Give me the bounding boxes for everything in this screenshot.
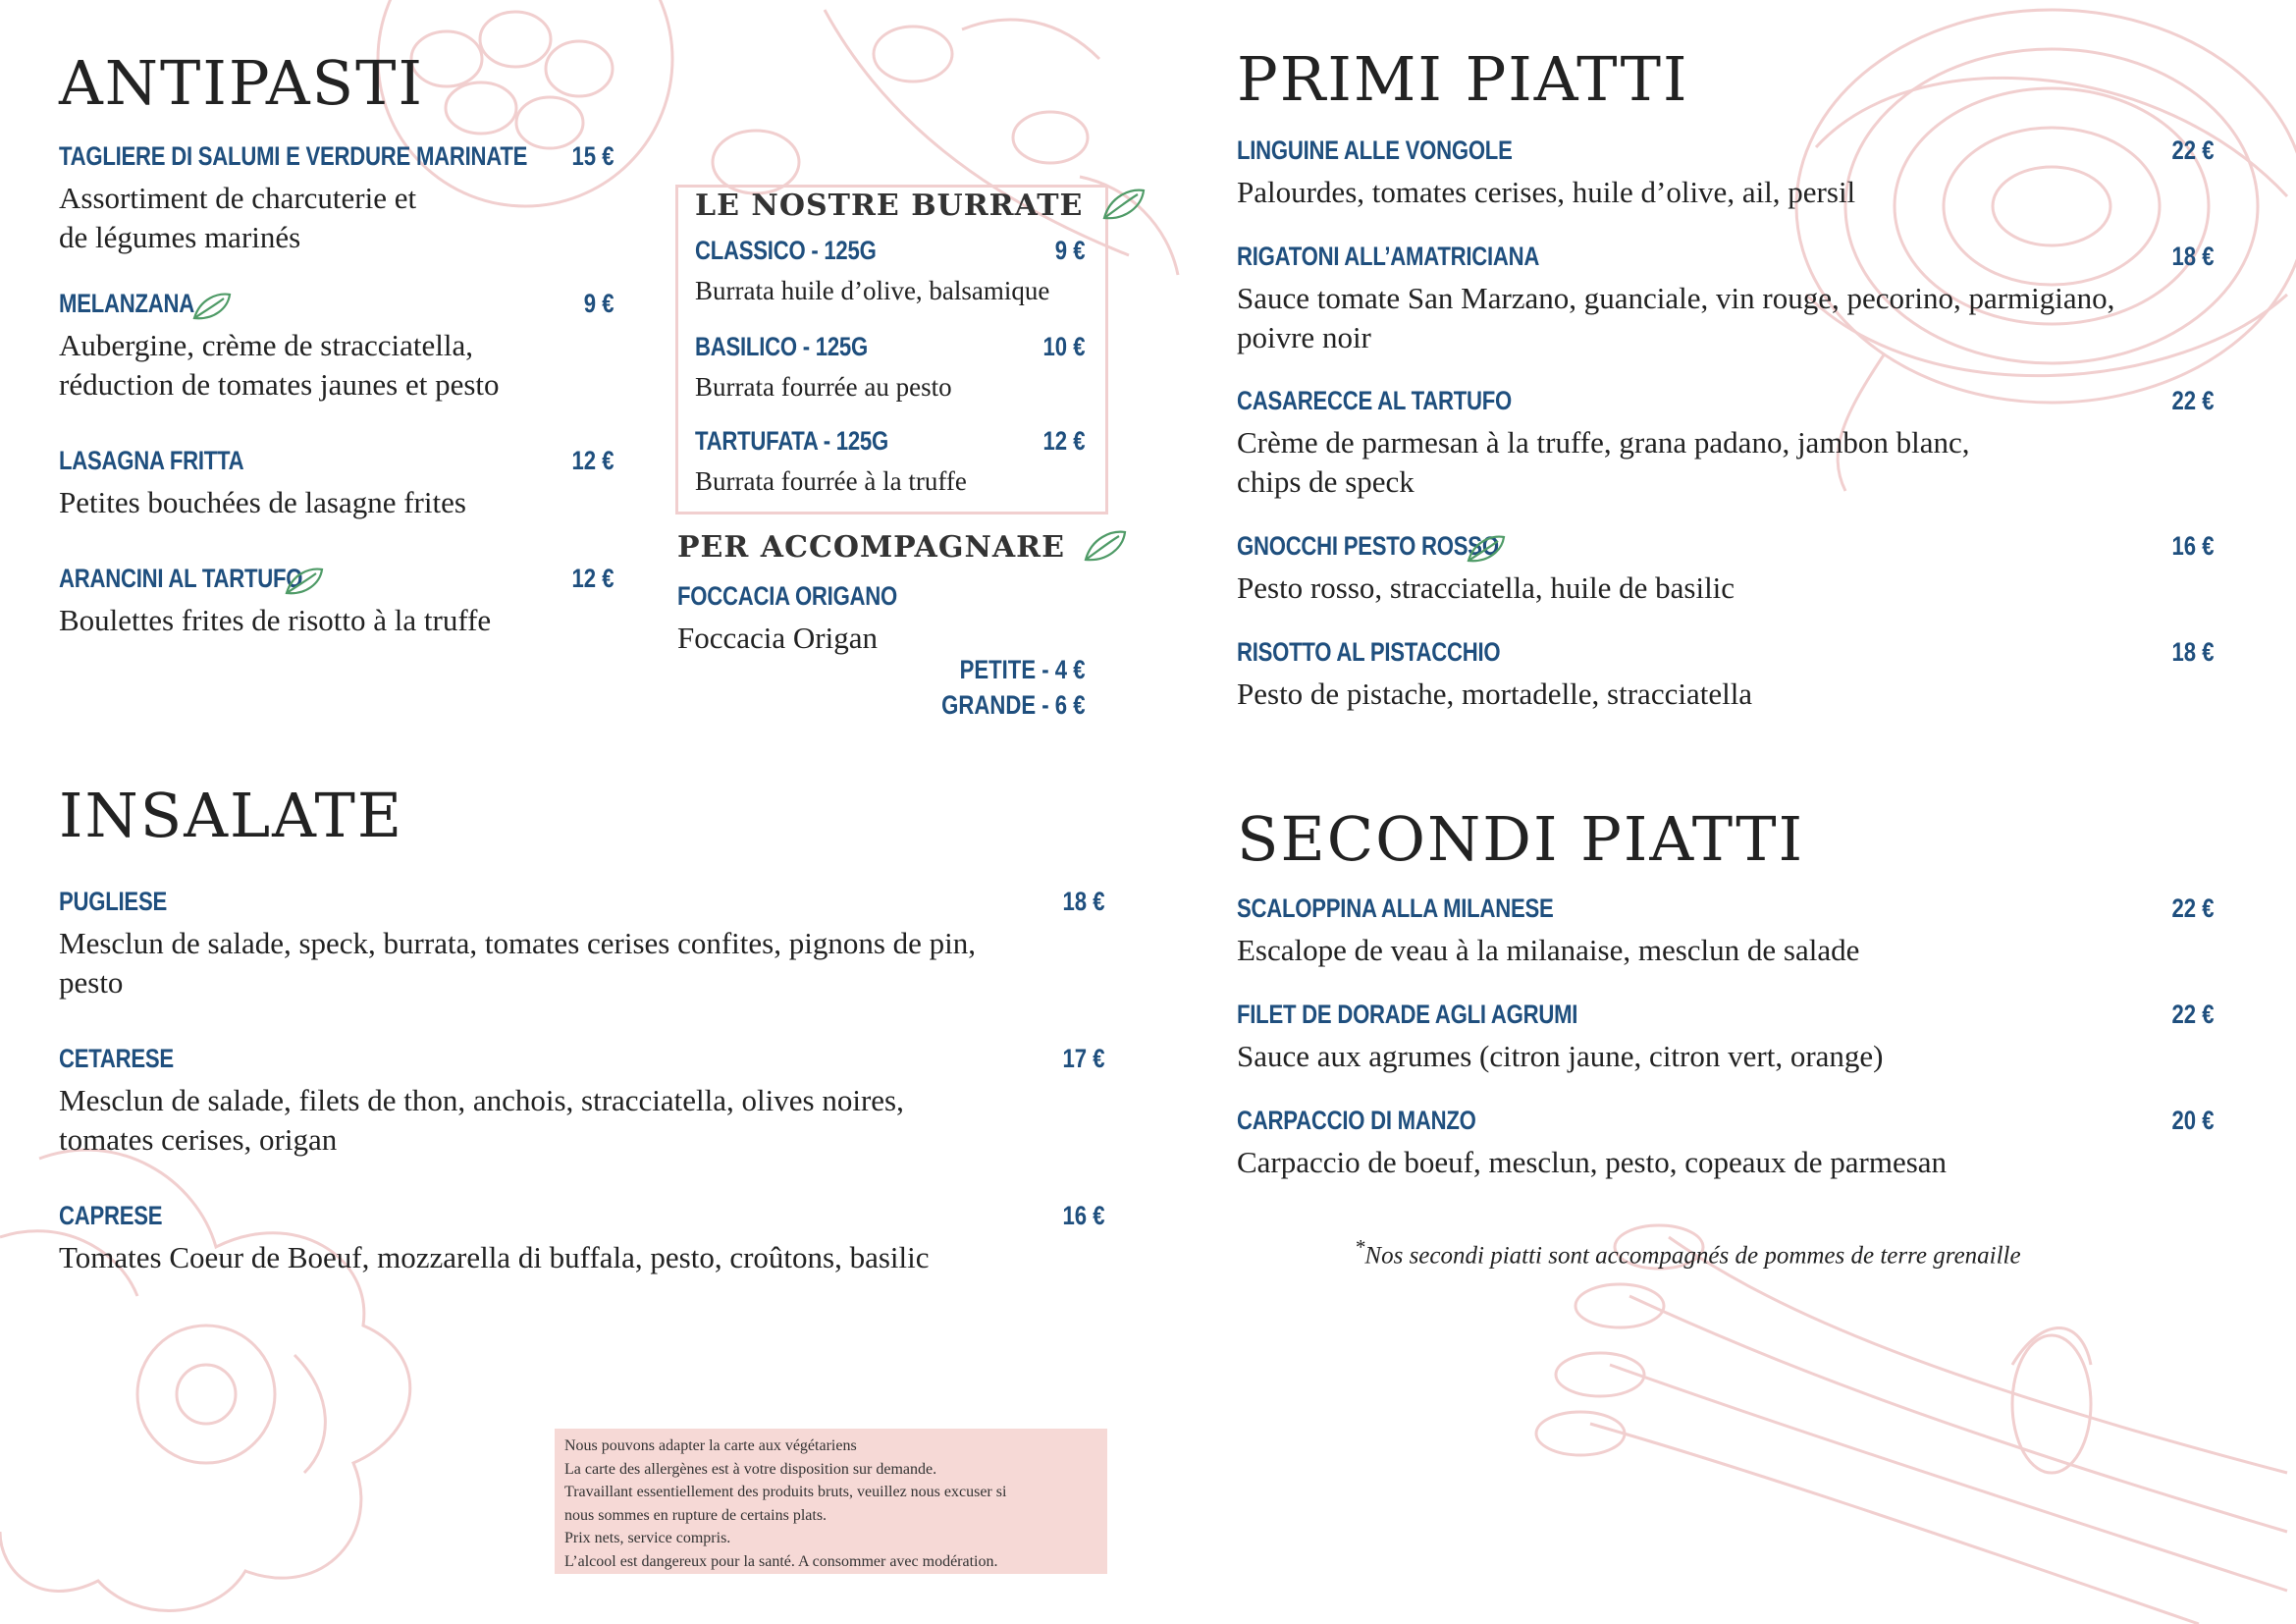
item-description: Sauce tomate San Marzano, guanciale, vin rouge, pecorino, parmigiano, poivre noir xyxy=(1237,281,2115,354)
item-name: CASARECCE AL TARTUFO xyxy=(1237,386,1513,415)
item-price: 9 € xyxy=(1055,236,1086,265)
item-price: 16 € xyxy=(2171,531,2215,561)
item-name: LASAGNA FRITTA xyxy=(59,446,244,475)
item-price: 18 € xyxy=(2171,242,2215,271)
insalate-title: INSALATE xyxy=(59,780,404,851)
item-name: TARTUFATA - 125G xyxy=(695,426,888,456)
burrata-item xyxy=(695,426,1086,499)
item-price: 12 € xyxy=(571,564,614,593)
item-name: RISOTTO AL PISTACCHIO xyxy=(1237,637,1501,667)
item-description: Carpaccio de boeuf, mesclun, pesto, copeaux de parmesan xyxy=(1237,1145,1948,1179)
item-price: 22 € xyxy=(2171,1000,2215,1029)
notice-line: Prix nets, service compris. xyxy=(564,1530,731,1546)
menu-item xyxy=(59,887,1105,1002)
menu-item xyxy=(59,289,614,405)
item-price: 22 € xyxy=(2171,135,2215,165)
item-description: Petites bouchées de lasagne frites xyxy=(59,485,466,519)
item-name: LINGUINE ALLE VONGOLE xyxy=(1237,135,1513,165)
vegetarian-leaf-icon xyxy=(283,566,326,602)
vegetarian-leaf-icon xyxy=(1465,533,1508,569)
item-name: CETARESE xyxy=(59,1044,174,1073)
item-description: Burrata huile d’olive, balsamique xyxy=(695,276,1050,305)
item-description: Palourdes, tomates cerises, huile d’olive, ail, persil xyxy=(1237,175,1856,209)
secondi-footnote: *Nos secondi piatti sont accompagnés de pommes de terre grenaille xyxy=(1355,1235,2021,1270)
item-description: Pesto rosso, stracciatella, huile de basilic xyxy=(1237,570,1735,605)
accompagnare-title: PER ACCOMPAGNARE xyxy=(677,526,1129,571)
item-description: Sauce aux agrumes (citron jaune, citron vert, orange) xyxy=(1237,1039,1884,1073)
item-name: CLASSICO - 125G xyxy=(695,236,877,265)
notice-line: L’alcool est dangereux pour la santé. A consommer avec modération. xyxy=(564,1552,998,1570)
item-description: Burrata fourrée à la truffe xyxy=(695,466,967,496)
item-description: Crème de parmesan à la truffe, grana padano, jambon blanc, chips de speck xyxy=(1237,425,1970,499)
notice-line: Travaillant essentiellement des produits bruts, veuillez nous excuser si xyxy=(564,1484,1007,1500)
item-description: Boulettes frites de risotto à la truffe xyxy=(59,603,492,637)
vegetarian-leaf-icon xyxy=(1100,185,1148,230)
primi-title: PRIMI PIATTI xyxy=(1237,43,1689,115)
item-price: 18 € xyxy=(2171,637,2215,667)
item-name: MELANZANA xyxy=(59,289,194,318)
item-price: 17 € xyxy=(1062,1044,1105,1073)
item-name: ARANCINI AL TARTUFO xyxy=(59,564,303,593)
item-name: PUGLIESE xyxy=(59,887,167,916)
notice-line: nous sommes en rupture de certains plats. xyxy=(564,1506,828,1524)
menu-item xyxy=(1237,531,2215,608)
item-price: 10 € xyxy=(1042,332,1086,361)
vegetarian-leaf-icon xyxy=(1082,526,1129,571)
menu-item xyxy=(1237,386,2215,502)
item-description: Burrata fourrée au pesto xyxy=(695,372,952,402)
burrata-item xyxy=(695,332,1086,405)
item-price: 22 € xyxy=(2171,893,2215,923)
item-name: TAGLIERE DI SALUMI E VERDURE MARINATE xyxy=(59,141,528,171)
menu-item xyxy=(1237,1000,2215,1076)
item-description: Escalope de veau à la milanaise, mesclun de salade xyxy=(1237,933,1860,967)
item-description: Mesclun de salade, filets de thon, anchois, stracciatella, olives noires, tomates cerises, origan xyxy=(59,1083,904,1157)
notice-line: Nous pouvons adapter la carte aux végétariens xyxy=(564,1437,857,1454)
item-name: SCALOPPINA ALLA MILANESE xyxy=(1237,893,1554,923)
menu-item xyxy=(1237,893,2215,970)
item-price: 20 € xyxy=(2171,1106,2215,1135)
item-description: Aubergine, crème de stracciatella, réduction de tomates jaunes et pesto xyxy=(59,328,500,402)
item-name: RIGATONI ALL’AMATRICIANA xyxy=(1237,242,1540,271)
item-price: 22 € xyxy=(2171,386,2215,415)
accompagnare-item xyxy=(677,581,1086,729)
info-notice xyxy=(555,1429,1107,1574)
item-description: Assortiment de charcuterie et de légumes marinés xyxy=(59,181,417,254)
item-price: 12 € xyxy=(1042,426,1086,456)
item-price: 16 € xyxy=(1062,1201,1105,1230)
item-description: Foccacia Origan xyxy=(677,621,878,655)
size-grande: GRANDE - 6 € xyxy=(941,690,1086,720)
item-name: BASILICO - 125G xyxy=(695,332,868,361)
item-price: 9 € xyxy=(584,289,614,318)
item-name: FOCCACIA ORIGANO xyxy=(677,581,898,611)
size-petite: PETITE - 4 € xyxy=(960,655,1086,684)
item-name: CARPACCIO DI MANZO xyxy=(1237,1106,1476,1135)
menu-item xyxy=(59,1044,1105,1160)
item-price: 12 € xyxy=(571,446,614,475)
antipasti-title: ANTIPASTI xyxy=(59,47,424,119)
secondi-title: SECONDI PIATTI xyxy=(1237,803,1805,875)
menu-item xyxy=(59,1201,1105,1277)
item-description: Mesclun de salade, speck, burrata, tomates cerises confites, pignons de pin, pesto xyxy=(59,926,977,1000)
menu-item xyxy=(59,446,614,522)
menu-item xyxy=(1237,1106,2215,1182)
menu-item xyxy=(59,564,614,640)
size-prices xyxy=(910,652,1086,723)
item-description: Tomates Coeur de Boeuf, mozzarella di buffala, pesto, croûtons, basilic xyxy=(59,1240,930,1274)
item-name: CAPRESE xyxy=(59,1201,163,1230)
menu-item xyxy=(1237,637,2215,714)
item-price: 15 € xyxy=(571,141,614,171)
burrate-title: LE NOSTRE BURRATE xyxy=(695,185,1148,230)
menu-item xyxy=(59,141,614,257)
item-description: Pesto de pistache, mortadelle, stracciatella xyxy=(1237,677,1753,711)
asparagus-illustration xyxy=(1536,1225,2287,1624)
menu-item xyxy=(1237,135,2215,212)
item-name: FILET DE DORADE AGLI AGRUMI xyxy=(1237,1000,1578,1029)
burrata-item xyxy=(695,236,1086,308)
item-price: 18 € xyxy=(1062,887,1105,916)
item-name: GNOCCHI PESTO ROSSO xyxy=(1237,531,1499,561)
menu-item xyxy=(1237,242,2215,357)
vegetarian-leaf-icon xyxy=(190,291,234,327)
notice-line: La carte des allergènes est à votre disposition sur demande. xyxy=(564,1460,937,1478)
